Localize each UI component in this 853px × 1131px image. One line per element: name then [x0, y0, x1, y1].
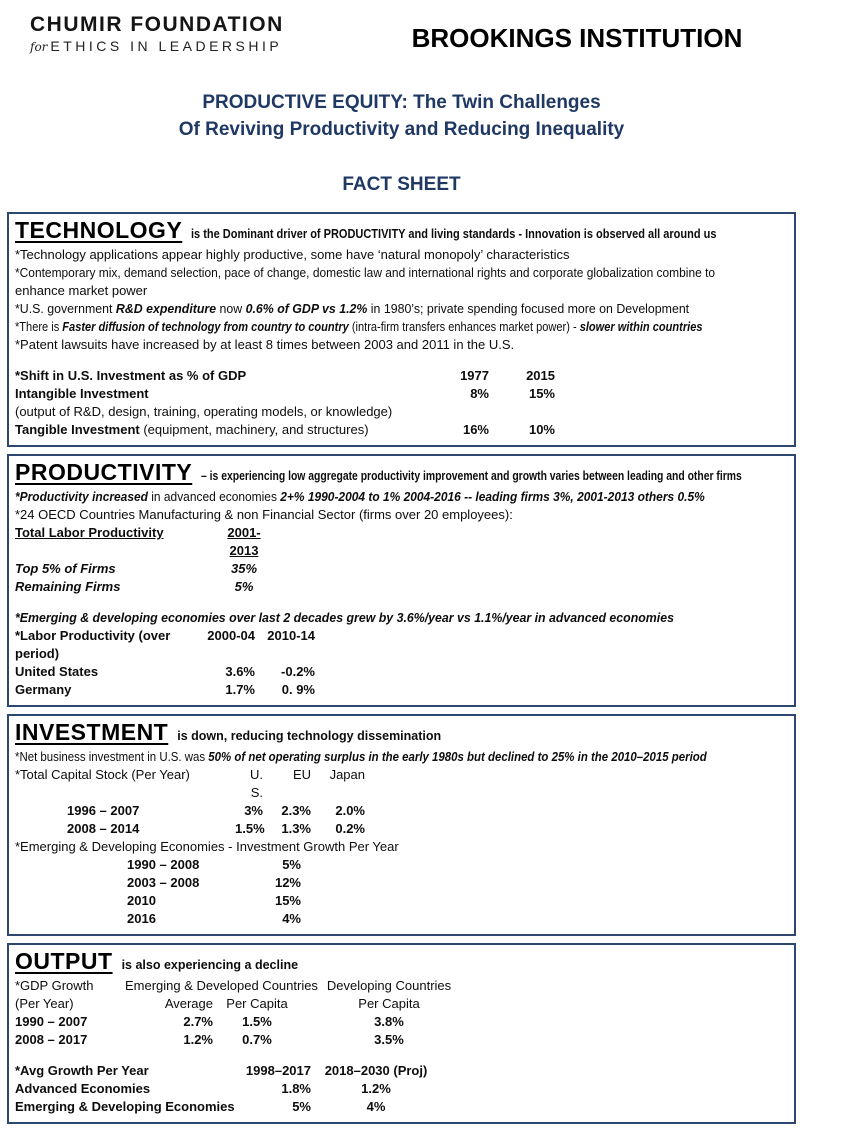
output-heading [15, 948, 788, 975]
fact-sheet-heading: FACT SHEET [342, 174, 461, 195]
table-row: 2008 – 2017 1.2% 0.7% 3.5% [15, 1032, 404, 1047]
technology-table-header: *Shift in U.S. Investment as % of GDP 1977 2015 [15, 368, 555, 383]
productivity-subtitle: – is experiencing low aggregate productivity improvement and growth varies between leading and other firms [201, 469, 743, 483]
investment-bullet-emerging: *Emerging & Developing Economies - Investment Growth Per Year [15, 839, 399, 854]
table-row: 1990 – 2008 5% [127, 857, 301, 872]
output-spacer [15, 1049, 788, 1062]
productivity-spacer [15, 596, 788, 609]
document-title-line2: Of Reviving Productivity and Reducing Inequality [178, 119, 625, 140]
table-row: Advanced Economies 1.8% 1.2% [15, 1081, 391, 1096]
technology-bullet-market-power-1: *Contemporary mix, demand selection, pace of change, domestic law and international rights and corporate globalization combine to [15, 265, 716, 280]
technology-spacer [15, 354, 788, 367]
section-technology [7, 212, 796, 447]
output-table1-group-header: *GDP Growth Emerging & Developed Countries Developing Countries [15, 978, 452, 993]
productivity-bullet-emerging: *Emerging & developing economies over last 2 decades grew by 3.6%/year vs 1.1%/year in advanced economies [15, 610, 674, 625]
table-row: 2008 – 2014 1.5% 1.3% 0.2% [67, 821, 365, 836]
document-title [0, 89, 803, 143]
section-output [7, 943, 796, 1124]
sections-container [0, 212, 803, 1131]
productivity-table1-header: Total Labor Productivity 2001-2013 [15, 525, 261, 558]
table-row: Emerging & Developing Economies 5% 4% [15, 1099, 386, 1114]
table-row: Top 5% of Firms 35% [15, 561, 258, 576]
investment-bullet-net-business: *Net business investment in U.S. was 50% of net operating surplus in the early 1980s but declined to 25% in the 2010–2015 period [15, 749, 707, 764]
table-row: 1996 – 2007 3% 2.3% 2.0% [67, 803, 365, 818]
table-row: 1990 – 2007 2.7% 1.5% 3.8% [15, 1014, 404, 1029]
table-row: Intangible Investment 8% 15% [15, 386, 555, 401]
section-productivity [7, 454, 796, 707]
investment-subtitle: is down, reducing technology dissemination [177, 729, 442, 743]
technology-bullet-patents: *Patent lawsuits have increased by at least 8 times between 2003 and 2011 in the U.S. [15, 337, 515, 352]
technology-bullet-rnd: *U.S. government R&D expenditure now 0.6% of GDP vs 1.2% in 1980’s; private spending focused more on Development [15, 301, 690, 316]
chumir-foundation-logo [30, 13, 284, 54]
output-title: OUTPUT [15, 948, 113, 974]
productivity-bullet-oecd: *24 OECD Countries Manufacturing & non Financial Sector (firms over 20 employees): [15, 507, 513, 522]
document-title-line1: PRODUCTIVE EQUITY: The Twin Challenges [202, 92, 601, 113]
technology-title: TECHNOLOGY [15, 217, 183, 243]
table-row: 2003 – 2008 12% [127, 875, 301, 890]
output-subtitle: is also experiencing a decline [121, 958, 299, 972]
logo-line2 [30, 38, 284, 54]
table-row: Tangible Investment (equipment, machinery, and structures) 16% 10% [15, 422, 555, 437]
technology-bullet-market-power-2: enhance market power [15, 283, 148, 298]
output-table2-header: *Avg Growth Per Year 1998–2017 2018–2030 (Proj) [15, 1063, 428, 1078]
technology-subtitle: is the Dominant driver of PRODUCTIVITY and living standards - Innovation is observed all around us [191, 227, 717, 241]
table-row: 2016 4% [127, 911, 301, 926]
productivity-table2-header: *Labor Productivity (over period) 2000-04 2010-14 [15, 628, 315, 661]
output-table1-subheader: (Per Year) Average Per Capita Per Capita [15, 996, 420, 1011]
table-row: Remaining Firms 5% [15, 579, 254, 594]
brookings-institution-title: BROOKINGS INSTITUTION [411, 23, 743, 53]
table-row: Germany 1.7% 0. 9% [15, 682, 315, 697]
productivity-bullet-increase: *Productivity increased in advanced economies 2+% 1990-2004 to 1% 2004-2016 -- leading firms 3%, 2001-2013 others 0.5% [15, 489, 705, 504]
logo-for-word: for [30, 40, 48, 54]
investment-heading [15, 719, 788, 746]
productivity-title: PRODUCTIVITY [15, 459, 193, 485]
section-investment [7, 714, 796, 936]
investment-title: INVESTMENT [15, 719, 169, 745]
technology-bullet-applications: *Technology applications appear highly productive, some have ‘natural monopoly’ characteristics [15, 247, 570, 262]
productivity-heading [15, 459, 788, 486]
technology-bullet-diffusion: *There is Faster diffusion of technology from country to country (intra-firm transfers enhances market power) - slower within countries [15, 319, 703, 334]
technology-heading [15, 217, 788, 244]
table-row: (output of R&D, design, training, operating models, or knowledge) [15, 404, 393, 419]
logo-line1: CHUMIR FOUNDATION [30, 13, 284, 36]
investment-table1-header: *Total Capital Stock (Per Year) U. S. EU Japan [15, 767, 365, 800]
logo-line2-text: ETHICS IN LEADERSHIP [50, 38, 283, 54]
table-row: 2010 15% [127, 893, 301, 908]
table-row: United States 3.6% -0.2% [15, 664, 315, 679]
